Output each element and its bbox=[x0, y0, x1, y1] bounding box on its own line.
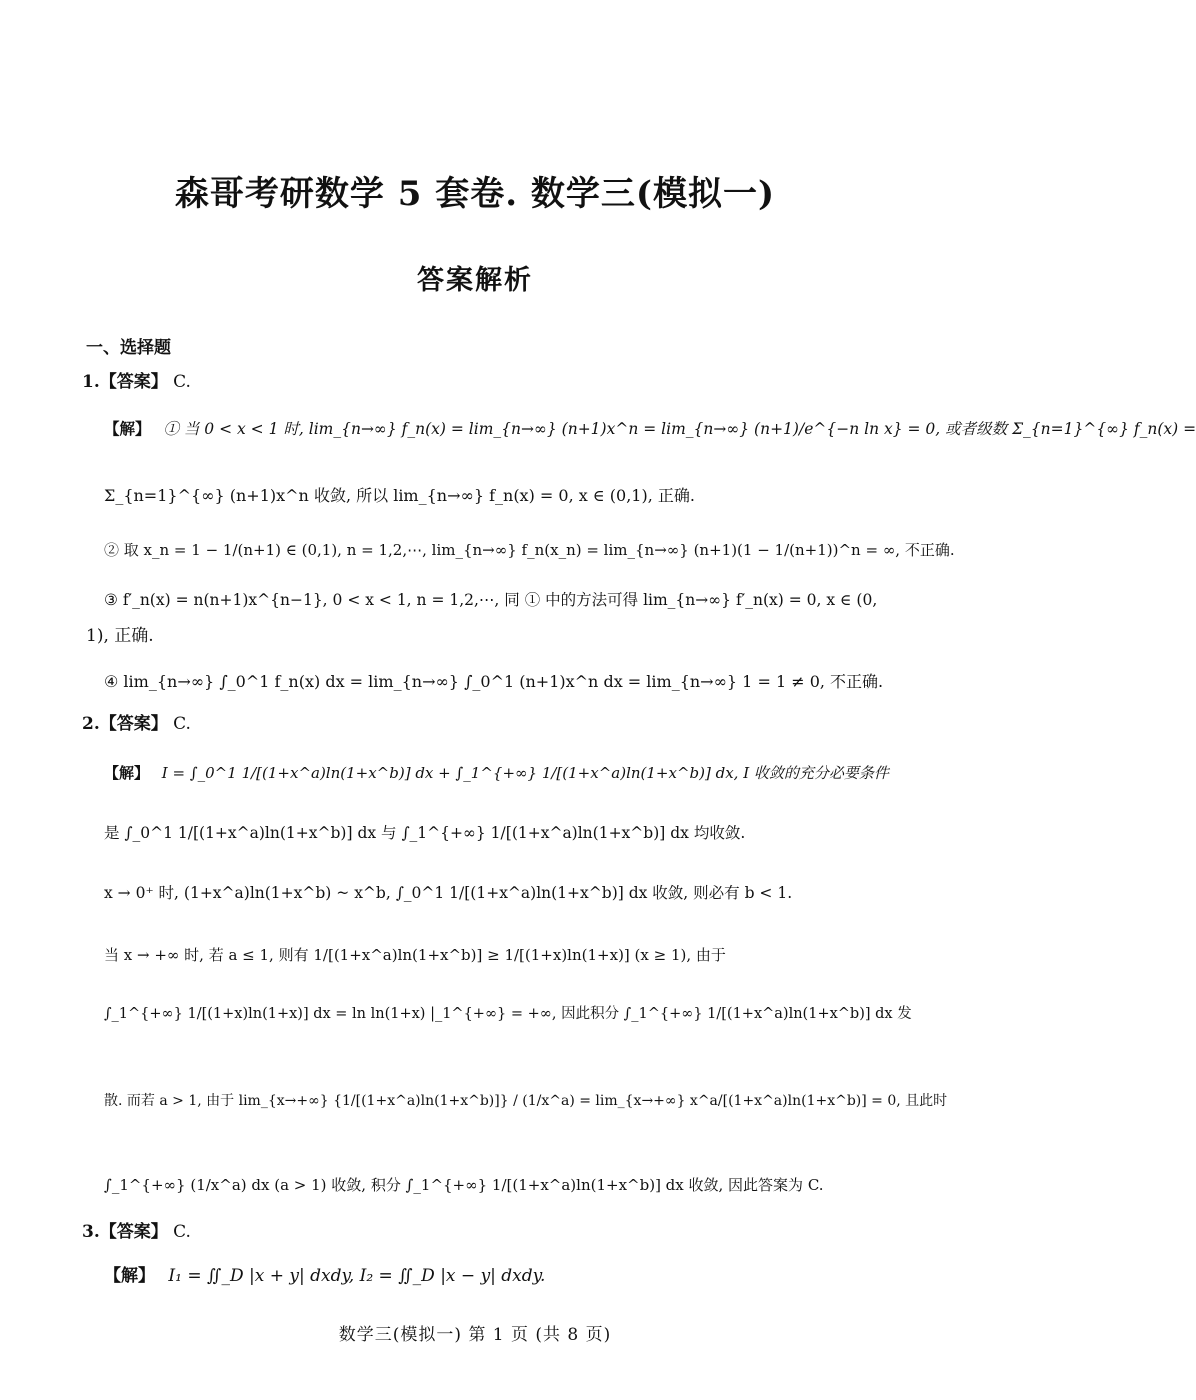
q1-solution-line-3: ② 取 x_n = 1 − 1/(n+1) ∈ (0,1), n = 1,2,⋯, lim_{n→∞} f_n(x_n) = lim_{n→∞} (n+1)(1 − 1/(n+1))^n = ∞, 不正确. bbox=[104, 541, 955, 559]
q2-solution-text-1: I = ∫_0^1 1/[(1+x^a)ln(1+x^b)] dx + ∫_1^{+∞} 1/[(1+x^a)ln(1+x^b)] dx, I 收敛的充分必要条件 bbox=[161, 764, 889, 782]
q1-solution-line-2: Σ_{n=1}^{∞} (n+1)x^n 收敛, 所以 lim_{n→∞} f_n(x) = 0, x ∈ (0,1), 正确. bbox=[104, 486, 695, 505]
q2-solution-line-5: ∫_1^{+∞} 1/[(1+x)ln(1+x)] dx = ln ln(1+x) |_1^{+∞} = +∞, 因此积分 ∫_1^{+∞} 1/[(1+x^a)ln(1+x^b)] dx 发 bbox=[104, 1006, 912, 1022]
q2-solution-line-4: 当 x → +∞ 时, 若 a ≤ 1, 则有 1/[(1+x^a)ln(1+x^b)] ≥ 1/[(1+x)ln(1+x)] (x ≥ 1), 由于 bbox=[104, 946, 726, 964]
q2-solution-label: 【解】 bbox=[104, 764, 150, 782]
q2-solution-line-3: x → 0⁺ 时, (1+x^a)ln(1+x^b) ~ x^b, ∫_0^1 1/[(1+x^a)ln(1+x^b)] dx 收敛, 则必有 b < 1. bbox=[104, 884, 793, 902]
page-title: 森哥考研数学 5 套卷. 数学三(模拟一) bbox=[174, 174, 776, 214]
q2-answer-label: 2.【答案】 bbox=[82, 714, 168, 734]
q3-solution-line-1 bbox=[104, 1266, 874, 1286]
q1-solution-line-5: 1), 正确. bbox=[86, 626, 154, 646]
q1-answer-value: C. bbox=[173, 372, 191, 392]
q2-answer bbox=[82, 714, 872, 734]
q3-answer bbox=[82, 1222, 872, 1242]
q2-solution-line-6: 散. 而若 a > 1, 由于 lim_{x→+∞} {1/[(1+x^a)ln(1+x^b)]} / (1/x^a) = lim_{x→+∞} x^a/[(1+x^a)ln(1+x^b)] = 0, 且此时 bbox=[104, 1093, 948, 1109]
section-heading: 一、选择题 bbox=[86, 338, 171, 358]
q1-answer-label: 1.【答案】 bbox=[82, 372, 168, 392]
q2-solution-line-1 bbox=[104, 764, 889, 782]
page-subtitle: 答案解析 bbox=[417, 265, 533, 296]
q3-answer-label: 3.【答案】 bbox=[82, 1222, 168, 1242]
q2-answer-value: C. bbox=[173, 714, 191, 734]
q2-solution-line-7: ∫_1^{+∞} (1/x^a) dx (a > 1) 收敛, 积分 ∫_1^{+∞} 1/[(1+x^a)ln(1+x^b)] dx 收敛, 因此答案为 C. bbox=[104, 1176, 824, 1194]
q1-solution-line-1 bbox=[104, 419, 1196, 439]
page-footer: 数学三(模拟一) 第 1 页 (共 8 页) bbox=[338, 1325, 612, 1345]
q1-solution-line-6: ④ lim_{n→∞} ∫_0^1 f_n(x) dx = lim_{n→∞} ∫_0^1 (n+1)x^n dx = lim_{n→∞} 1 = 1 ≠ 0, 不正确. bbox=[104, 672, 884, 691]
q3-solution-label: 【解】 bbox=[104, 1266, 155, 1286]
q3-solution-text-1: I₁ = ∬_D |x + y| dxdy, I₂ = ∬_D |x − y| dxdy. bbox=[168, 1266, 546, 1286]
q1-solution-line-4: ③ f′_n(x) = n(n+1)x^{n−1}, 0 < x < 1, n = 1,2,⋯, 同 ① 中的方法可得 lim_{n→∞} f′_n(x) = 0, x ∈ (0, bbox=[104, 591, 878, 609]
q2-solution-line-2: 是 ∫_0^1 1/[(1+x^a)ln(1+x^b)] dx 与 ∫_1^{+∞} 1/[(1+x^a)ln(1+x^b)] dx 均收敛. bbox=[104, 824, 746, 842]
q3-answer-value: C. bbox=[173, 1222, 191, 1242]
q1-solution-label: 【解】 bbox=[104, 419, 151, 438]
q1-answer bbox=[82, 372, 872, 392]
q1-solution-text-1: ① 当 0 < x < 1 时, lim_{n→∞} f_n(x) = lim_{n→∞} (n+1)x^n = lim_{n→∞} (n+1)/e^{−n ln x} = 0, 或者级数 Σ_{n=1}^{∞} f_n(x) = bbox=[163, 420, 1196, 438]
